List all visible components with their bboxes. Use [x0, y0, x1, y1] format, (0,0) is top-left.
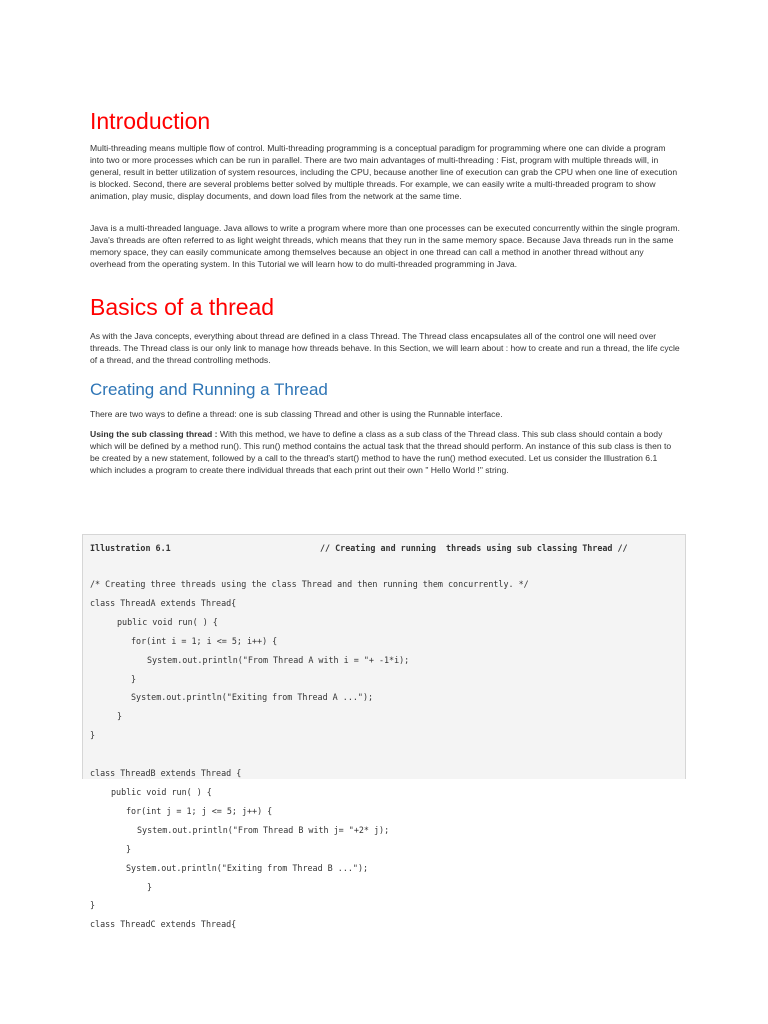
code-line: public void run( ) { — [111, 787, 212, 797]
creating-paragraph-1: There are two ways to define a thread: one is sub classing Thread and other is using the Runnable interface. — [90, 409, 503, 419]
illustration-comment: // Creating and running threads using sub classing Thread // — [320, 543, 628, 553]
code-line: class ThreadA extends Thread{ — [90, 598, 237, 608]
basics-heading: Basics of a thread — [90, 294, 275, 320]
intro-paragraph-1: Multi-threading means multiple flow of control. Multi-threading programming is a conceptual paradigm for programming where one can divide a program into two or more processes which can be run in parallel. There are two main advantages of multi-threading : Fist, program with multiple threads will, in general, result in better utilization of system resources, including the CPU, because another line of execution can grab the CPU when one line of execution is blocked. Second, there are several problems better solved by multiple threads. For example, we can easily write a multi-threaded program to show animation, play music, display documents, and down load files from the network at the same time. — [90, 143, 678, 201]
code-line: System.out.println("Exiting from Thread A ..."); — [131, 692, 374, 702]
code-line: } — [131, 674, 137, 684]
code-line: } — [90, 730, 96, 740]
creating-thread-heading: Creating and Running a Thread — [90, 380, 328, 399]
subclassing-text: With this method, we have to define a class as a sub class of the Thread class. This sub class should contain a body which will be defined by a method run(). This run() method contains the actual task that the thread should perform. An instance of this sub class is then to be created by a new statement, followed by a call to the thread's start() method to have the run() method executed. Let us consider the Illustration 6.1 which includes a program to create there individual threads that each print out their own " Hello World !" string. — [90, 429, 672, 475]
code-line: } — [147, 882, 153, 892]
subclassing-label: Using the sub classing thread : — [90, 429, 218, 439]
code-line: for(int j = 1; j <= 5; j++) { — [126, 806, 273, 816]
code-line: public void run( ) { — [117, 617, 218, 627]
basics-paragraph-1: As with the Java concepts, everything about thread are defined in a class Thread. The Thread class encapsulates all of the control one will need over threads. The Thread class is our only link to manage how threads behave. In this Section, we will learn about : how to create and run a thread, the life cycle of a thread, and the thread controlling methods. — [90, 331, 680, 365]
code-line: } — [117, 711, 123, 721]
code-line: System.out.println("From Thread B with j= "+2* j); — [137, 825, 390, 835]
code-line: /* Creating three threads using the class Thread and then running them concurrently. */ — [90, 579, 529, 589]
introduction-heading: Introduction — [90, 108, 211, 134]
creating-paragraph-2 — [90, 428, 680, 476]
intro-paragraph-2: Java is a multi-threaded language. Java allows to write a program where more than one processes can be executed concurrently within the single program. Java's threads are often referred to as light weight threads, which means that they run in the same memory space. Because Java threads run in the same memory space, they can easily communicate among themselves because an object in one thread can call a method in another thread without any overhead from the operating system. In this Tutorial we will learn how to do multi-threaded programming in Java. — [90, 223, 680, 269]
code-line: System.out.println("From Thread A with i = "+ -1*i); — [147, 655, 410, 665]
code-line: class ThreadC extends Thread{ — [90, 919, 237, 929]
code-line: } — [90, 900, 96, 910]
code-line: } — [126, 844, 132, 854]
code-line: class ThreadB extends Thread { — [90, 768, 242, 778]
illustration-label: Illustration 6.1 — [90, 543, 171, 553]
code-line: for(int i = 1; i <= 5; i++) { — [131, 636, 278, 646]
code-line: System.out.println("Exiting from Thread B ..."); — [126, 863, 369, 873]
